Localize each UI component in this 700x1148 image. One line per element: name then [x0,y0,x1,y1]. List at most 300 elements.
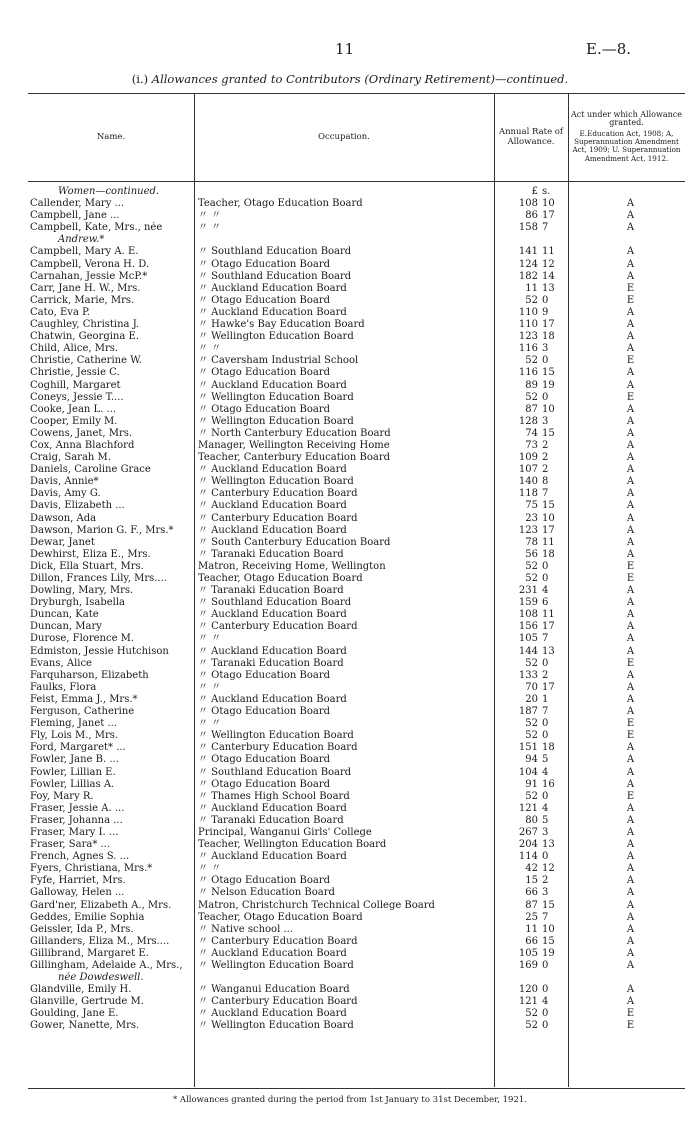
row-occupation: 〃 Taranaki Education Board [198,548,344,560]
table-row [28,742,685,754]
page-number: 11 [335,40,355,58]
row-rate-shillings: 12 [542,258,555,270]
row-rate-pounds: 133 [518,669,538,681]
row-rate-shillings: 10 [542,512,555,524]
row-name: Fowler, Jane B. ... [30,754,119,766]
row-name: Goulding, Jane E. [30,1008,119,1020]
row-act: E [626,282,635,294]
row-rate-pounds: 104 [518,766,538,778]
header-bottom-rule [28,181,685,182]
row-act: A [626,222,635,234]
row-act: E [626,718,635,730]
row-name: Daniels, Caroline Grace [30,464,151,476]
row-act: A [626,875,635,887]
row-act: A [626,379,635,391]
row-act: A [626,826,635,838]
row-act: A [626,802,635,814]
table-row [28,355,685,367]
row-occupation: 〃 Canterbury Education Board [198,512,358,524]
row-act: A [626,706,635,718]
row-rate-shillings: 7 [542,488,549,500]
row-name: Gillingham, Adelaide A., Mrs., [30,960,183,971]
row-occupation: 〃 Auckland Education Board [198,802,347,814]
row-name: Duncan, Kate [30,609,99,621]
table-row [28,609,685,621]
row-act: A [626,887,635,899]
row-rate-pounds: 52 [525,730,538,742]
row-name: Galloway, Helen ... [30,887,125,899]
row-rate-pounds: 86 [525,210,538,222]
row-rate-pounds: 73 [525,439,538,451]
row-occupation: 〃 Auckland Education Board [198,609,347,621]
table-row [28,900,685,912]
row-act: A [626,742,635,754]
row-occupation: 〃 Wellington Education Board [198,1020,354,1032]
row-act: A [626,258,635,270]
row-rate-shillings: 15 [542,367,555,379]
row-rate-pounds: 94 [525,754,538,766]
row-rate-pounds: 120 [518,984,538,996]
row-name: Davis, Annie* [30,476,99,488]
row-rate-pounds: 91 [525,778,538,790]
table-row [28,428,685,440]
row-act: A [626,439,635,451]
row-rate-shillings: 6 [542,597,549,609]
row-occupation: 〃 Wellington Education Board [198,960,354,971]
row-rate-shillings: 3 [542,415,549,427]
row-name: Fraser, Mary I. ... [30,826,119,838]
row-rate-shillings: 0 [542,560,549,572]
table-row [28,343,685,355]
table-row [28,452,685,464]
row-occupation: Matron, Christchurch Technical College Board [198,899,435,911]
table-row [28,718,685,730]
table-row [28,367,685,379]
column-header-act [568,93,685,181]
row-act: A [626,911,635,923]
row-name: Caughley, Christina J. [30,319,140,331]
row-occupation: 〃 Auckland Education Board [198,379,347,391]
row-rate-shillings: 13 [542,645,555,657]
table-row [28,633,685,645]
row-name: Glanville, Gertrude M. [30,996,144,1008]
row-rate-shillings: 4 [542,766,549,778]
row-act: A [626,851,635,863]
row-occupation: 〃 〃 [198,681,222,693]
table-row [28,670,685,682]
row-occupation: 〃 Otago Education Board [198,669,331,681]
row-act: E [626,573,635,584]
table-row [28,972,685,984]
row-rate-shillings: 19 [542,947,555,959]
row-rate-shillings: 0 [542,391,549,403]
row-name: Chatwin, Georgina E. [30,331,139,343]
row-rate-pounds: 23 [525,512,538,524]
table-row [28,246,685,258]
row-rate-shillings: 11 [542,609,555,621]
row-occupation: 〃 Auckland Education Board [198,851,347,863]
row-act: A [626,839,635,851]
row-name: née Dowdeswell. [58,972,144,984]
row-name: Coneys, Jessie T.... [30,391,124,403]
row-rate-shillings: 5 [542,754,549,766]
table-row [28,283,685,295]
table-row [28,791,685,803]
row-occupation: 〃 〃 [198,718,222,730]
row-occupation: 〃 Auckland Education Board [198,524,347,536]
row-rate-pounds: 128 [518,415,538,427]
table-row [28,561,685,573]
row-name: Dillon, Frances Lily, Mrs.... [30,573,167,584]
row-occupation: 〃 〃 [198,863,222,875]
row-rate-shillings: 18 [542,548,555,560]
row-name: Feist, Emma J., Mrs.* [30,693,138,705]
table-row [28,222,685,234]
table-row [28,948,685,960]
row-rate-pounds: 204 [518,839,538,851]
row-rate-pounds: 267 [518,826,538,838]
table-row [28,404,685,416]
act-header-note: E.Education Act, 1908; A, Superannuation Amendment Act, 1909; U. Superannuation Amendment Act, 1912. [572,128,681,163]
table-row [28,271,685,283]
row-occupation: Teacher, Otago Education Board [198,198,363,210]
row-name: Farquharson, Elizabeth [30,669,149,681]
row-occupation: 〃 Auckland Education Board [198,1008,347,1020]
table-row [28,331,685,343]
row-occupation: 〃 Thames High School Board [198,790,350,802]
row-occupation: 〃 Wellington Education Board [198,476,354,488]
row-rate-pounds: 118 [518,488,538,500]
row-occupation: 〃 Otago Education Board [198,367,331,379]
row-occupation: 〃 Auckland Education Board [198,464,347,476]
row-name: Campbell, Verona H. D. [30,258,150,270]
table-row [28,295,685,307]
row-rate-shillings: 0 [542,730,549,742]
row-rate-shillings: 4 [542,802,549,814]
row-act: A [626,960,635,971]
row-act: A [626,935,635,947]
row-rate-shillings: 0 [542,1020,549,1032]
table-row [28,440,685,452]
row-rate-shillings: 2 [542,452,549,464]
row-act: A [626,754,635,766]
row-rate-shillings: 15 [542,935,555,947]
row-rate-pounds: 151 [518,742,538,754]
row-act: A [626,536,635,548]
row-occupation: Teacher, Canterbury Education Board [198,452,391,464]
row-occupation: 〃 Auckland Education Board [198,282,347,294]
row-rate-shillings: 16 [542,778,555,790]
table-row [28,839,685,851]
row-rate-pounds: 52 [525,718,538,730]
row-name: Evans, Alice [30,657,92,669]
row-occupation: Principal, Wanganui Girls' College [198,826,372,838]
row-name: Craig, Sarah M. [30,452,111,464]
table-row [28,960,685,972]
row-occupation: Manager, Wellington Receiving Home [198,439,390,451]
row-act: A [626,548,635,560]
table-body [28,186,685,1033]
column-header-name: Name. [96,132,126,142]
row-rate-shillings: 11 [542,536,555,548]
row-act: A [626,693,635,705]
row-name: Geddes, Emilie Sophia [30,911,145,923]
row-act: A [626,500,635,512]
row-rate-pounds: 75 [525,500,538,512]
row-rate-pounds: 20 [525,693,538,705]
row-occupation: Teacher, Wellington Education Board [198,839,387,851]
row-act: A [626,996,635,1008]
row-rate-pounds: 109 [518,452,538,464]
row-occupation: 〃 Canterbury Education Board [198,488,358,500]
row-rate-shillings: 17 [542,210,555,222]
row-name: Ford, Margaret* ... [30,742,126,754]
row-rate-pounds: 52 [525,1008,538,1020]
row-name: Gillibrand, Margaret E. [30,947,149,959]
table-caption [0,72,700,86]
row-rate-shillings: 0 [542,1008,549,1020]
row-occupation: Teacher, Otago Education Board [198,911,363,923]
row-name: Dewar, Janet [30,536,95,548]
row-rate-shillings: 10 [542,198,555,210]
row-name: Dick, Ella Stuart, Mrs. [30,560,144,572]
row-rate-pounds: 74 [525,427,538,439]
row-occupation: 〃 Canterbury Education Board [198,935,358,947]
table-row [28,525,685,537]
row-name: Andrew.* [58,234,105,246]
row-act: E [626,355,635,367]
row-rate-pounds: 158 [518,222,538,234]
row-rate-shillings: 2 [542,669,549,681]
table-row [28,198,685,210]
row-rate-shillings: 4 [542,585,549,597]
row-rate-pounds: 116 [518,367,538,379]
table-row [28,513,685,525]
row-act: A [626,597,635,609]
table-row [28,416,685,428]
table-row [28,307,685,319]
row-occupation: 〃 Canterbury Education Board [198,621,358,633]
row-rate-shillings: 10 [542,923,555,935]
row-name: Campbell, Mary A. E. [30,246,139,258]
row-occupation: 〃 Canterbury Education Board [198,996,358,1008]
row-occupation: 〃 Wellington Education Board [198,730,354,742]
section-label: Women—continued. [58,186,160,197]
row-occupation: 〃 Otago Education Board [198,403,331,415]
row-name: Cox, Anna Blachford [30,439,135,451]
row-name: Campbell, Jane ... [30,210,120,222]
footnote: * Allowances granted during the period from 1st January to 31st December, 1921. [172,1095,527,1105]
row-rate-shillings: 0 [542,851,549,863]
row-rate-shillings: 3 [542,826,549,838]
row-name: Dryburgh, Isabella [30,597,125,609]
row-act: E [626,391,635,403]
row-name: Callender, Mary ... [30,198,125,210]
row-name: Gard'ner, Elizabeth A., Mrs. [30,899,172,911]
row-occupation: 〃 Otago Education Board [198,706,331,718]
row-name: French, Agnes S. ... [30,851,130,863]
row-name: Cooke, Jean L. ... [30,403,117,415]
row-name: Durose, Florence M. [30,633,135,645]
row-act: E [626,730,635,742]
row-rate-shillings: 0 [542,960,549,971]
row-rate-pounds: 66 [525,935,538,947]
table-row [28,754,685,766]
table-row [28,621,685,633]
row-rate-shillings: 11 [542,246,555,258]
row-act: A [626,585,635,597]
row-act: A [626,814,635,826]
row-rate-pounds: 141 [518,246,538,258]
document-reference: E.—8. [586,40,632,58]
table-row [28,887,685,899]
row-rate-pounds: 116 [518,343,538,355]
table-row [28,259,685,271]
table-row [28,875,685,887]
row-rate-shillings: 3 [542,887,549,899]
row-name: Fraser, Sara* ... [30,839,111,851]
row-rate-pounds: 231 [518,585,538,597]
table-row [28,1008,685,1020]
row-occupation: 〃 Taranaki Education Board [198,657,344,669]
row-act: A [626,343,635,355]
row-rate-pounds: 52 [525,294,538,306]
row-rate-pounds: 56 [525,548,538,560]
row-rate-pounds: 66 [525,887,538,899]
row-act: A [626,246,635,258]
row-rate-pounds: 121 [518,802,538,814]
table-row [28,585,685,597]
row-act: A [626,947,635,959]
row-name: Dawson, Ada [30,512,97,524]
row-act: A [626,984,635,996]
row-act: A [626,766,635,778]
table-row [28,815,685,827]
row-act: E [626,294,635,306]
row-name: Faulks, Flora [30,681,97,693]
row-name: Fly, Lois M., Mrs. [30,730,119,742]
row-name: Gillanders, Eliza M., Mrs.... [30,935,170,947]
row-rate-pounds: 87 [525,899,538,911]
row-name: Fowler, Lillias A. [30,778,115,790]
row-name: Fyfe, Harriet, Mrs. [30,875,126,887]
row-rate-pounds: 110 [518,319,538,331]
section-row [28,186,685,198]
row-act: A [626,403,635,415]
row-occupation: 〃 Southland Education Board [198,270,352,282]
row-rate-shillings: 17 [542,524,555,536]
footnote-rule [28,1088,685,1089]
row-act: A [626,681,635,693]
table-row [28,573,685,585]
row-rate-shillings: 9 [542,306,549,318]
table-row [28,706,685,718]
row-rate-pounds: 144 [518,645,538,657]
row-act: A [626,512,635,524]
table-row [28,658,685,670]
row-occupation: 〃 Auckland Education Board [198,693,347,705]
row-act: A [626,415,635,427]
row-occupation: 〃 Wanganui Education Board [198,984,350,996]
row-rate-shillings: 10 [542,403,555,415]
column-header-rate: Annual Rate of Allowance. [498,127,564,147]
row-occupation: 〃 〃 [198,343,222,355]
row-rate-pounds: 140 [518,476,538,488]
row-occupation: 〃 Otago Education Board [198,754,331,766]
row-name: Fyers, Christiana, Mrs.* [30,863,153,875]
row-rate-pounds: 11 [525,282,538,294]
table-row [28,646,685,658]
row-rate-shillings: 17 [542,319,555,331]
row-rate-shillings: 4 [542,996,549,1008]
row-rate-shillings: 15 [542,500,555,512]
table-row [28,924,685,936]
unit-pounds: £ [531,186,538,197]
table-row [28,210,685,222]
row-name: Carr, Jane H. W., Mrs. [30,282,141,294]
row-act: A [626,645,635,657]
table-row [28,767,685,779]
row-rate-shillings: 8 [542,476,549,488]
row-rate-pounds: 182 [518,270,538,282]
table-row [28,392,685,404]
row-occupation: 〃 Nelson Education Board [198,887,335,899]
row-rate-pounds: 159 [518,597,538,609]
row-rate-shillings: 0 [542,657,549,669]
row-name: Geissler, Ida P., Mrs. [30,923,134,935]
row-name: Dowling, Mary, Mrs. [30,585,134,597]
row-name: Christie, Catherine W. [30,355,142,367]
row-rate-pounds: 52 [525,573,538,584]
row-rate-shillings: 17 [542,681,555,693]
row-occupation: 〃 South Canterbury Education Board [198,536,391,548]
row-occupation: 〃 〃 [198,633,222,645]
row-rate-pounds: 169 [518,960,538,971]
row-act: A [626,198,635,210]
row-name: Fleming, Janet ... [30,718,117,730]
row-act: A [626,270,635,282]
table-row [28,779,685,791]
row-act: A [626,609,635,621]
row-rate-shillings: 18 [542,742,555,754]
row-occupation: 〃 Southland Education Board [198,766,352,778]
row-rate-pounds: 11 [525,923,538,935]
row-rate-shillings: 3 [542,343,549,355]
row-rate-shillings: 0 [542,984,549,996]
row-name: Foy, Mary R. [30,790,94,802]
row-occupation: 〃 Southland Education Board [198,597,352,609]
row-rate-shillings: 2 [542,464,549,476]
row-name: Fraser, Jessie A. ... [30,802,125,814]
row-name: Glandville, Emily H. [30,984,132,996]
row-rate-pounds: 123 [518,524,538,536]
unit-shillings: s. [542,186,551,197]
row-occupation: 〃 Otago Education Board [198,778,331,790]
row-act: A [626,210,635,222]
row-rate-shillings: 13 [542,282,555,294]
column-header-occupation: Occupation. [318,132,370,142]
act-header-title: Act under which Allowance granted. [571,109,682,128]
row-act: A [626,427,635,439]
row-rate-pounds: 124 [518,258,538,270]
table-row [28,694,685,706]
row-act: A [626,452,635,464]
row-rate-pounds: 105 [518,947,538,959]
row-rate-shillings: 19 [542,379,555,391]
row-rate-pounds: 80 [525,814,538,826]
table-row [28,549,685,561]
row-name: Campbell, Kate, Mrs., née [30,222,163,234]
